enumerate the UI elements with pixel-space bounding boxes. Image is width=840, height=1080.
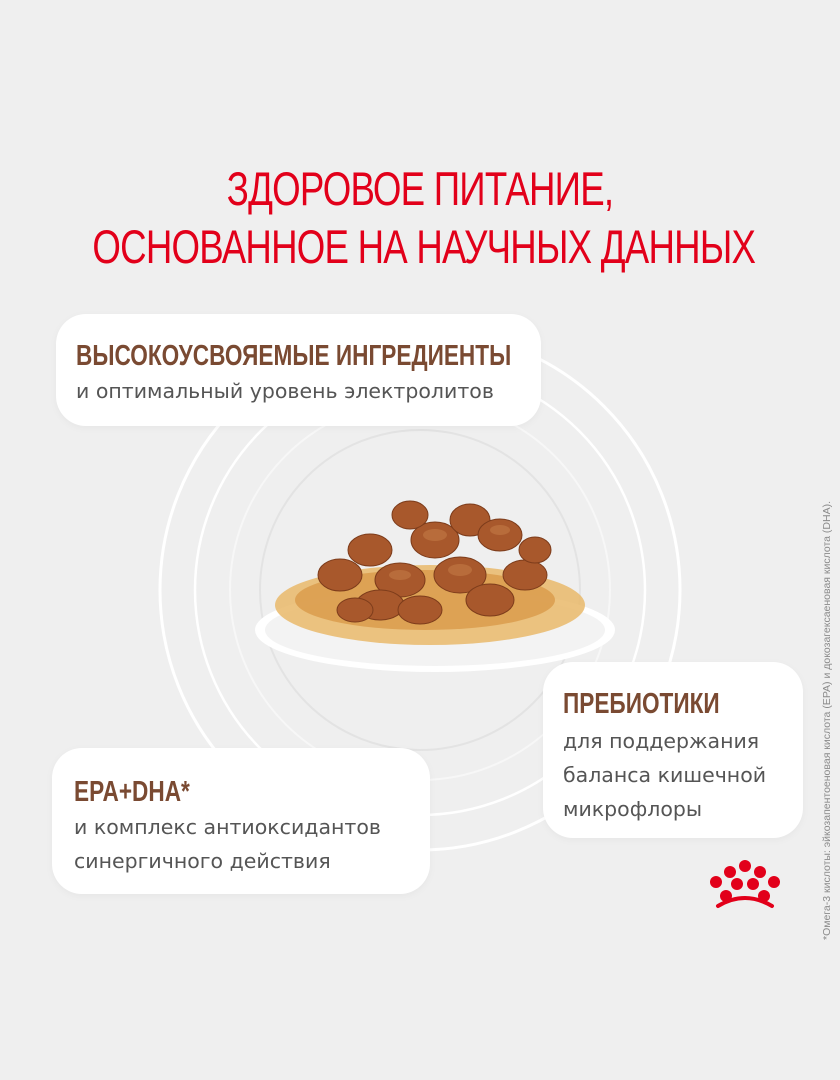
- card-heading: ВЫСОКОУСВОЯЕМЫЕ ИНГРЕДИЕНТЫ: [76, 340, 512, 372]
- feature-card-prebiotics: [543, 662, 803, 838]
- card-text: микрофлоры: [563, 797, 703, 821]
- card-text: для поддержания: [563, 729, 760, 753]
- feature-card-epa-dha: [52, 748, 430, 894]
- title-line-2: ОСНОВАННОЕ НА НАУЧНЫХ ДАННЫХ: [92, 220, 756, 273]
- card-heading: ПРЕБИОТИКИ: [563, 688, 720, 720]
- food-bowl-image: [250, 480, 620, 680]
- footnote: *Омега-3 кислоты: эйкозапентоеновая кислота (EPA) и докозагексаеновая кислота (DHA).: [821, 500, 833, 940]
- page-title: [92, 160, 756, 276]
- royal-crown-icon: [700, 858, 790, 914]
- card-text: и комплекс антиоксидантов: [74, 815, 381, 839]
- feature-card-digestible-ingredients: [56, 314, 541, 426]
- card-heading: EPA+DHA*: [74, 776, 190, 808]
- card-text: синергичного действия: [74, 849, 331, 873]
- title-line-1: ЗДОРОВОЕ ПИТАНИЕ,: [226, 162, 614, 215]
- card-text: баланса кишечной: [563, 763, 767, 787]
- card-text: и оптимальный уровень электролитов: [76, 379, 494, 403]
